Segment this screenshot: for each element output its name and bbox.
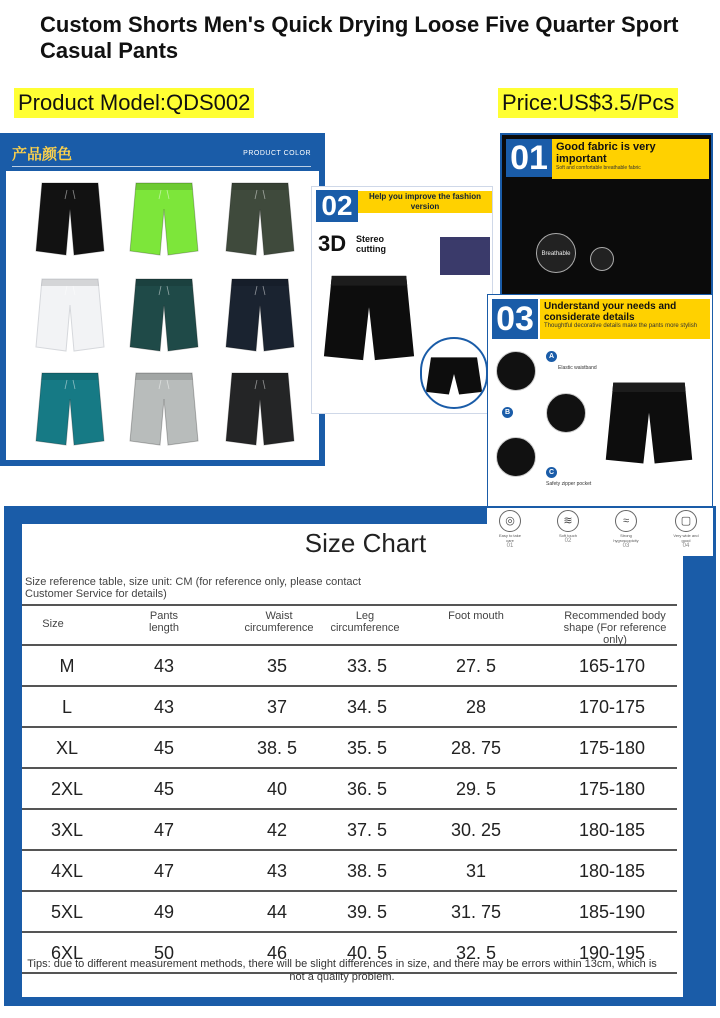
feature-icon-item (553, 510, 583, 544)
breathable-bubble: Breathable (536, 233, 576, 273)
table-cell: 42 (266, 820, 288, 840)
table-cell: 43 (266, 861, 288, 881)
divider (12, 166, 311, 167)
panel-heading: Help you improve the fashion version (358, 191, 492, 213)
color-title-cn: 产品颜色 (12, 145, 73, 163)
table-cell: 43 (153, 656, 175, 676)
feature-icon-item (611, 510, 641, 549)
panel-number: 01 (506, 139, 552, 177)
header-pants-length: Pants length (149, 610, 179, 634)
shorts-image (34, 275, 106, 355)
table-cell: 27. 5 (455, 656, 497, 676)
fabric-bubble (590, 247, 614, 271)
size-chart-panel (4, 506, 716, 1006)
table-cell: 3XL (50, 820, 84, 840)
table-cell: 4XL (50, 861, 84, 881)
size-chart-note: Size reference table, size unit: CM (for reference only, please contact Customer Service for details) (25, 576, 362, 600)
table-cell: 33. 5 (346, 656, 388, 676)
color-title-en: PRODUCT COLOR (243, 150, 311, 157)
detail-badge-b: B (502, 407, 513, 418)
shorts-image (224, 369, 296, 449)
table-cell: M (59, 656, 75, 676)
panel-heading-box (540, 299, 710, 339)
header-foot-mouth: Foot mouth (448, 610, 504, 622)
header-size: Size (42, 618, 64, 630)
table-cell: 5XL (50, 902, 84, 922)
table-cell: 47 (153, 861, 175, 881)
table-cell: 49 (153, 902, 175, 922)
size-chart-tip: Tips: due to different measurement methods, there will be slight differences in size, and there may be errors within 13cm, which is not a quality problem. (27, 958, 657, 983)
table-cell: 6XL (50, 943, 84, 963)
feature-number: 02 (564, 538, 572, 544)
waistband-detail-image (496, 351, 536, 391)
table-cell: 39. 5 (346, 902, 388, 922)
table-row (22, 646, 677, 687)
feature-label: Easy to take care (498, 533, 521, 543)
product-model-label: Product Model:QDS002 (14, 88, 254, 118)
detail-badge-a: A (546, 351, 557, 362)
table-cell: 30. 25 (450, 820, 502, 840)
table-cell: 45 (153, 779, 175, 799)
feature-label: Very wide and good (673, 533, 699, 543)
pocket-detail-image (546, 393, 586, 433)
color-swatch (34, 369, 106, 449)
header-leg: Leg circumference (330, 610, 400, 634)
table-cell: 32. 5 (455, 943, 497, 963)
table-cell: 46 (266, 943, 288, 963)
table-cell: 29. 5 (455, 779, 497, 799)
size-chart (22, 524, 683, 997)
table-cell: 31 (465, 861, 487, 881)
detail-a-label: Elastic waistband (558, 365, 597, 371)
table-cell: 47 (153, 820, 175, 840)
table-row (22, 810, 677, 851)
table-cell: 38. 5 (346, 861, 388, 881)
feature-panel-02 (311, 186, 493, 414)
size-table (22, 604, 677, 974)
table-cell: 40. 5 (346, 943, 388, 963)
feature-icon-strip (487, 508, 713, 556)
table-row (22, 851, 677, 892)
table-cell: 31. 75 (450, 902, 502, 922)
size-table-header (22, 604, 677, 646)
table-cell: XL (55, 738, 79, 758)
color-swatch (128, 275, 200, 355)
table-cell: 35 (266, 656, 288, 676)
product-title: Custom Shorts Men's Quick Drying Loose Five Quarter Sport Casual Pants (40, 12, 679, 63)
table-cell: 2XL (50, 779, 84, 799)
panel-heading: Good fabric is very important (556, 141, 656, 165)
3d-label: 3D (318, 231, 347, 256)
detail-c-label: Safety zipper pocket (546, 481, 592, 487)
table-cell: 43 (153, 697, 175, 717)
panel-heading-box (552, 139, 709, 179)
panel-subheading: Soft and comfortable breathable fabric (556, 165, 641, 171)
color-swatch (34, 275, 106, 355)
feature-panel-01 (500, 133, 713, 298)
table-cell: 28 (465, 697, 487, 717)
color-swatch (34, 179, 106, 259)
feature-number: 03 (622, 543, 630, 549)
table-row (22, 687, 677, 728)
color-swatch (128, 369, 200, 449)
shorts-image-large (320, 267, 418, 367)
price-label: Price:US$3.5/Pcs (498, 88, 678, 118)
table-cell: 35. 5 (346, 738, 388, 758)
size-table-body (22, 646, 677, 974)
table-cell: 38. 5 (256, 738, 298, 758)
zipper-detail-image (496, 437, 536, 477)
table-cell: 50 (153, 943, 175, 963)
panel-subheading: Thoughtful decorative details make the pants more stylish (544, 323, 698, 329)
shorts-image (128, 369, 200, 449)
table-row (22, 892, 677, 933)
table-cell: 190-195 (578, 943, 646, 963)
color-swatch (224, 179, 296, 259)
table-cell: 175-180 (578, 738, 646, 758)
table-cell: 45 (153, 738, 175, 758)
table-cell: 44 (266, 902, 288, 922)
panel-heading: Understand your needs and considerate details (544, 301, 677, 323)
header-body-shape: Recommended body shape (For reference only) (563, 610, 667, 646)
table-cell: 36. 5 (346, 779, 388, 799)
table-cell: 37. 5 (346, 820, 388, 840)
shorts-detail-image (422, 339, 486, 409)
table-cell: 185-190 (578, 902, 646, 922)
shorts-image (224, 275, 296, 355)
shorts-image (128, 179, 200, 259)
feature-icon: ≈ (615, 510, 637, 532)
shorts-image (34, 369, 106, 449)
feature-icon-item (671, 510, 701, 549)
feature-icon: ◎ (499, 510, 521, 532)
feature-label: Soft touch (558, 533, 577, 538)
color-swatch-grid (6, 171, 319, 460)
shorts-image (128, 275, 200, 355)
color-swatch (224, 275, 296, 355)
table-cell: 37 (266, 697, 288, 717)
detail-badge-c: C (546, 467, 557, 478)
table-cell: L (61, 697, 72, 717)
table-cell: 40 (266, 779, 288, 799)
feature-panel-03 (487, 294, 713, 508)
shorts-image-side (602, 373, 696, 475)
table-cell: 28. 75 (450, 738, 502, 758)
feature-icon: ▢ (675, 510, 697, 532)
feature-number: 01 (506, 543, 514, 549)
table-cell: 34. 5 (346, 697, 388, 717)
table-row (22, 728, 677, 769)
table-cell: 170-175 (578, 697, 646, 717)
table-row (22, 769, 677, 810)
detail-photo-frame (420, 337, 488, 409)
feature-number: 04 (682, 543, 690, 549)
shorts-image (224, 179, 296, 259)
color-swatch (224, 369, 296, 449)
product-color-panel (0, 133, 325, 466)
header-waist: Waist circumference (244, 610, 314, 634)
color-swatch (128, 179, 200, 259)
feature-icon: ≋ (557, 510, 579, 532)
table-cell: 175-180 (578, 779, 646, 799)
panel-number: 02 (316, 190, 358, 222)
table-cell: 180-185 (578, 861, 646, 881)
panel-number: 03 (492, 299, 538, 339)
feature-icon-item (495, 510, 525, 549)
fabric-photo (440, 237, 490, 275)
size-chart-title: Size Chart (304, 528, 427, 558)
stereo-cutting-label: Stereo cutting (356, 234, 386, 254)
table-cell: 165-170 (578, 656, 646, 676)
feature-label: Strong hygroscopicity (613, 533, 639, 543)
shorts-image (34, 179, 106, 259)
table-cell: 180-185 (578, 820, 646, 840)
